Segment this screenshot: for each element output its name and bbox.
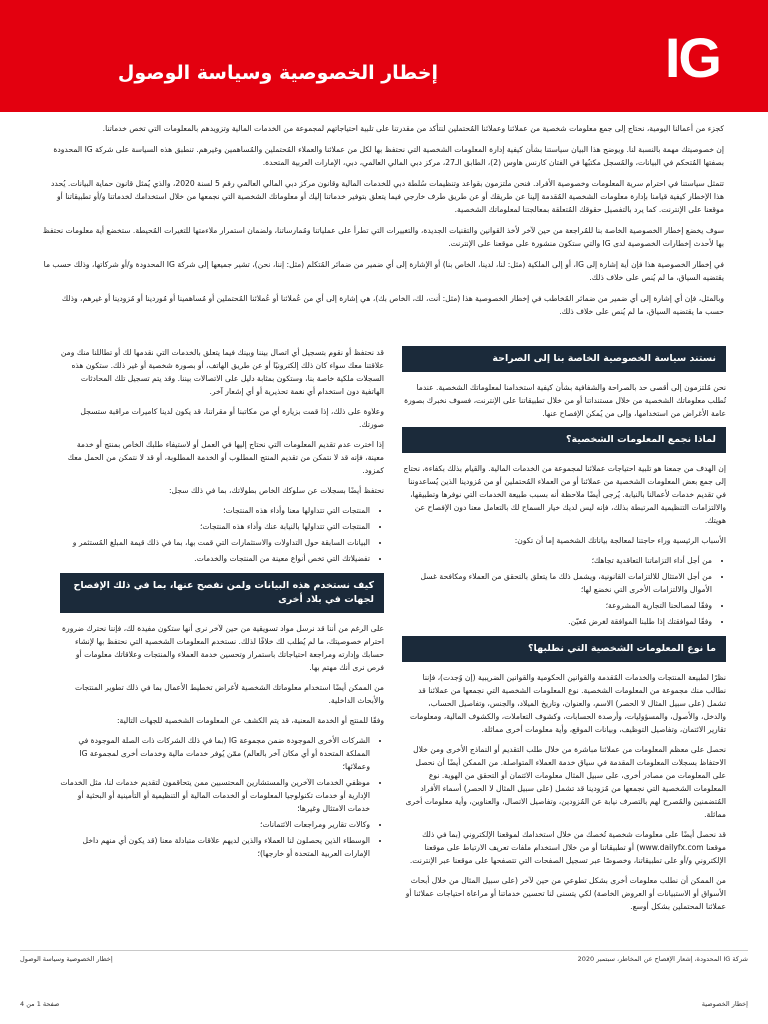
footer-divider (20, 950, 748, 951)
footer-section: إخطار الخصوصية (701, 1000, 748, 1008)
paragraph: قد نحتفظ أو نقوم بتسجيل أي اتصال بيننا وبينك فيما يتعلق بالخدمات التي نقدمها لك أو تطاللنا منك ومن علاقتنا معك سواء كان ذلك إلكترونيًا أو عن طريق الهاتف، أو بصورة شخصية أو غير ذلك. ستكون هذه السجلات ملكية خاصة بنا، وستكون بمثابة دليل على الاتصالات بيننا. وقد يتم تسجيل تلك المحادثات الهاتفية دون استخدام أي نغمة تحذيرية أو أي إشعار آخر. (60, 348, 384, 396)
list-item: • موظفي الخدمات الآخرين والمستشارين المحتسبين ممن يتحاقمون لتقديم خدمات لنا، مثل الخدمات الإدارية أو خدمات تكنولوجيا المعلومات أو الخدمات المالية أو التنظيمية أو التأمينية أو البحثية أو خدمات الامتثال وغيرها؛ (60, 776, 370, 815)
list-item: • الشركات الأخرى الموجودة ضمن مجموعة IG (بما في ذلك الشركات ذات الصلة الموجودة في المملكة المتحدة أو أي مكان آخر بالعالم) ممّن يُوفر خدمات مالية وخدمات أخرى لمجموعة IG وعملائها؛ (60, 734, 370, 773)
footer-doc-title: إخطار الخصوصية وسياسة الوصول (20, 955, 113, 963)
list-item: • من أجل الامتثال للالتزامات القانونية، ويشمل ذلك ما يتعلق بالتحقق من العملاء ومكافحة غسل الأموال والالتزامات الأخرى التي نخضع لها؛ (402, 570, 712, 596)
intro-paragraph: تتمثل سياستنا في احترام سرية المعلومات وخصوصية الأفراد. فنحن ملتزمون بقواعد وتنظيمات سُلطة دبي للخدمات المالية وقانون مركز دبي المالي العالمي رقم 5 لسنة 2020، والذي يُمثل قانون حماية البيانات. يُحدد هذا الإخطار كيفية قيامنا بإدارة معلومات الشخصية المُقدمة إلينا عن طريقك أو عن طريق طرف خارجي فيما يتعلق بتوفير خدماتنا إليك أو معلوماتك الشخصية التي نجمعها من خلال استخدامك لخدماتنا و/أو تطبيقاتنا أو موقعنا على الإنترنت. كما يرد بالتفصيل حقوقك المُتعلقة بمعالجتنا لمعلوماتك الشخصية. (51, 179, 724, 214)
section-heading-why-collect: لماذا نجمع المعلومات الشخصية؟ (402, 427, 726, 453)
paragraph: إذا اخترت عدم تقديم المعلومات التي نحتاج إليها في العمل أو لاستيفاء طلبك الخاص بمنتج أو خدمة معينة، فإنه قد لا نتمكن من تقديم المنتج المطلوب أو الخدمة المطلوبة، أو قد لا نتمكن من الحمل معك كمزود. (67, 440, 384, 475)
records-list (60, 504, 384, 565)
list-item: • البيانات السابقة حول التداولات والاستثمارات التي قمت بها، بما في ذلك قيمة المبلغ المُستثمر و (60, 536, 370, 549)
paragraph: وفقًا للمنتج أو الخدمة المعنية، قد يتم الكشف عن المعلومات الشخصية للجهات التالية: (116, 716, 384, 725)
intro-section (42, 122, 724, 326)
paragraph: من الممكن أيضًا استخدام معلوماتك الشخصية لأغراض تخطيط الأعمال بما في ذلك تطوير المنتجات والأبحاث الداخلية. (74, 683, 384, 705)
paragraph: إن الهدف من جمعنا هو تلبية احتياجات عملائنا لمجموعة من الخدمات المالية. والقيام بذلك بكفاءة، نحتاج إلى جمع بعض المعلومات الشخصية من عملائنا أو من العملاء المُحتملين أو من مُزودينا الذين يُساعدوننا في تقديم خدمات لأعمالنا بالنيابة. يُرجى أيضًا ملاحظة أنه بسبب طبيعة الخدمات التي نوفرها وتطبيقها، والالتزامات التنظيمية المرتبطة بذلك، فإنه ليس لديك خيار السماح لك بالتعامل معنا دون الإفصاح عن هويتك. (403, 464, 726, 525)
paragraph: نظرًا لطبيعة المنتجات والخدمات المُقدمة والقوانين الحكومية والقوانين الضريبية (إن وُجدت)، فإننا نطالب منك مجموعة من المعلومات الشخصية. نوع المعلومات الشخصية التي نجمعها من عملائنا قد تشمل (على سبيل المثال لا الحصر) الاسم، والعنوان، وتاريخ الميلاد، والجنس، وتفاصيل الحساب، والدخل، والأصول، والمسؤوليات، وأرصدة الحسابات، وكشوف التعاملات، والكشوف المالية، ومعلومات تقارير الائتمان، وتفاصيل التوظيف، وبيانات الموقع، وأية معلومات أخرى مماثلة. (409, 673, 726, 734)
list-item: • تفضيلاتك التي تخص أنواع معينة من المنتجات والخدمات. (60, 552, 370, 565)
paragraph: نحن مُلتزمون إلى أقصى حد بالصراحة والشفافية بشأن كيفية استخدامنا لمعلوماتك الشخصية. عندما تُطلب معلوماتك الشخصية من خلال مستنداتنا أو من خلال تطبيقاتنا على الإنترنت، فسوف نخبرك بصورة عامة الأغراض من استخدامها، وإلى من يُمكن الإفصاح عنها. (404, 383, 726, 418)
page-number: صفحة 1 من 4 (20, 1000, 60, 1008)
paragraph: نحصل على معظم المعلومات من عملائنا مباشرة من خلال طلب التقديم أو النماذج الأخرى ومن خلال الاحتفاظ بسجلات المعلومات المقدمة في سياق خدمة العملاء المتواصلة. من الممكن أيضًا أن نحصل على المعلومات من مصادر أخرى، على سبيل المثال معلومات الائتمان أو التحقق من الهوية. نوع المعلومات الشخصية التي نجمعها من مُزودينا قد تشمل (على سبيل المثال لا الحصر) أسماء الأفراد المُتضمنين والمُصرح لهم بالتصرف نيابة عن المُزودين، وتفاصيل الاتصال، والعناوين، وأية معلومات أخرى مماثلة. (405, 745, 726, 819)
intro-paragraph: إن خصوصيتك مهمة بالنسبة لنا. ويوضح هذا البيان سياستنا بشأن كيفية إدارة المعلومات الشخصية التي نحتفظ بها لكل من عملائنا والعملاء المُحتملين والمُساهمين وغيرهم. تنطبق هذه السياسة على شركة IG المحدودة بصفتها المُتحكم في البيانات، والمُسجل مكتبُها في الفتان كارنس هاوس (2)، الطابق الـ27، مركز دبي المالي العالمي، دبي، الإمارات العربية المتحدة. (53, 145, 724, 167)
list-item: • من أجل أداء التزاماتنا التعاقدية تجاهك؛ (402, 554, 712, 567)
list-item: • المنتجات التي تتداولها معنا وأداء هذه المنتجات؛ (60, 504, 370, 517)
list-item: • الوسطاء الذين يحصلون لنا العملاء والذين لديهم علاقات متبادلة معنا (قد يكون أي منهم داخل الإمارات العربية المتحدة أو خارجها)؛ (60, 834, 370, 860)
right-column (402, 346, 726, 920)
list-item: • وكالات تقارير ومراجعات الائتمانات؛ (60, 818, 370, 831)
paragraph: من الممكن أن نطلب معلومات أخرى بشكل تطوعي من حين لآخر (على سبيل المثال من خلال أبحاث الأسواق أو الاستبيانات أو العروض الخاصة) لكي يتسنى لنا تحسين خدماتنا أو مراعاة احتياجات عملائنا أو عملائنا المحتملين بشكل أوسع. (405, 876, 726, 911)
section-heading-usage-disclosure: كيف نستخدم هذه البيانات ولمن نفصح عنها، بما في ذلك الإفصاح لجهات في بلاد أخرى (60, 573, 384, 613)
paragraph: على الرغم من أننا قد نرسل مواد تسويقية من حين لآخر نرى أنها ستكون مفيدة لك، فإننا نحترك ضرورة احترام خصوصيتك، ما لم يُطلب لك خلافًا لذلك. نستخدم المعلومات الشخصية التي نحتفظ بها لإنشاء حسابك وإدارته ومراجعة احتياجاتك باستمرار وتحسين خدمة العملاء والمنتجات وعلاقاتك معلومات أو فرص نرى أنك مهتم بها. (62, 624, 384, 672)
list-item: • المنتجات التي تتداولها بالنيابة عنك وأداء هذه المنتجات؛ (60, 520, 370, 533)
reasons-list (402, 554, 726, 628)
paragraph: وعلاوة على ذلك، إذا قمت بزيارة أي من مكاتبنا أو مقراتنا، قد يكون لدينا كاميرات مراقبة ستسجل صورتك. (80, 407, 384, 429)
list-item: • وفقًا لموافقتك إذا طلبنا الموافقة لغرض مُعيّن. (402, 615, 712, 628)
intro-paragraph: كجزء من أعمالنا اليومية، نحتاج إلى جمع معلومات شخصية من عملائنا وعملائنا المُحتملين لنتأكد من مقدرتنا على تلبية احتياجاتهم لمجموعة من الخدمات المالية وتزويدهم بالمعلومات التي تخص خدماتنا. (102, 124, 724, 133)
section-heading-info-types: ما نوع المعلومات الشخصية التي نطلبها؟ (402, 636, 726, 662)
disclosure-list (60, 734, 384, 860)
section-heading-openness: نستند سياسة الخصوصية الخاصة بنا إلى الصراحة (402, 346, 726, 372)
paragraph: الأسباب الرئيسية وراء حاجتنا لمعالجة بياناتك الشخصية إما أن تكون: (514, 536, 726, 545)
footer-doc-info: شركة IG المحدودة، إشعار الإفصاح عن المخاطر، سبتمبر 2020 (577, 955, 748, 963)
intro-paragraph: وبالمثل، فإن أي إشارة إلى أي ضمير من ضمائر المُخاطب في إخطار الخصوصية هذا (مثل: أنت، لك، الخاص بك)، هي إشارة إلى أي من عُملائنا أو عُملائنا المُحتملين أو مُساهمينا أو مُوردينا أو مُزودينا أو غيرهم، وذلك حسب ما يقتضيه السياق، ما لم يُنص على خلاف ذلك. (61, 294, 724, 316)
intro-paragraph: سوف يخضع إخطار الخصوصية الخاصة بنا للمُراجعة من حين لآخر لأخذ القوانين والتقنيات الجديدة، والتغييرات التي تطرأ على عملياتنا ومُمارساتنا، ولضمان استمرار ملاءمتها للتغيرات المُحيطة. ستخضع أية معلومات نحتفظ بها لأحدث إخطارات الخصوصية لدى IG والتي ستكون منشورة على موقعنا على الإنترنت. (42, 226, 724, 248)
intro-paragraph: في إخطار الخصوصية هذا فإن أية إشارة إلى IG، أو إلى الملكية (مثل: لنا، لدينا، الخاص بنا) أو الإشارة إلى أي ضمير من ضمائر المُتكلم (مثل: إننا، نحن)، تشير جميعها إلى شركة IG المحدودة و/أو شركاتها، وذلك حسب ما يقتضيه السياق، ما لم يُنص على خلاف ذلك. (43, 260, 724, 282)
left-column (60, 346, 384, 868)
paragraph: نحتفظ أيضًا بسجلات عن سلوكك الخاص بطولاتك، بما في ذلك سجل: (168, 486, 384, 495)
page-title: إخطار الخصوصية وسياسة الوصول (117, 62, 438, 84)
ig-logo: IG (664, 26, 720, 89)
list-item: • وفقًا لمصالحنا التجارية المشروعة؛ (402, 599, 712, 612)
header-banner (0, 0, 768, 112)
paragraph: قد نحصل أيضًا على معلومات شخصية تُخصك من خلال استخدامك لموقعنا الإلكتروني (بما في ذلك موقعنا www.dailyfx.com) أو تطبيقاتنا أو من خلال استخدام ملفات تعريف الارتباط على موقعنا الإلكتروني و/أو على تطبيقاتنا، وخصوصًا عبر تسجيل الصفحات التي تتصفحها على موقعنا عبر الإنترنت. (409, 830, 726, 865)
